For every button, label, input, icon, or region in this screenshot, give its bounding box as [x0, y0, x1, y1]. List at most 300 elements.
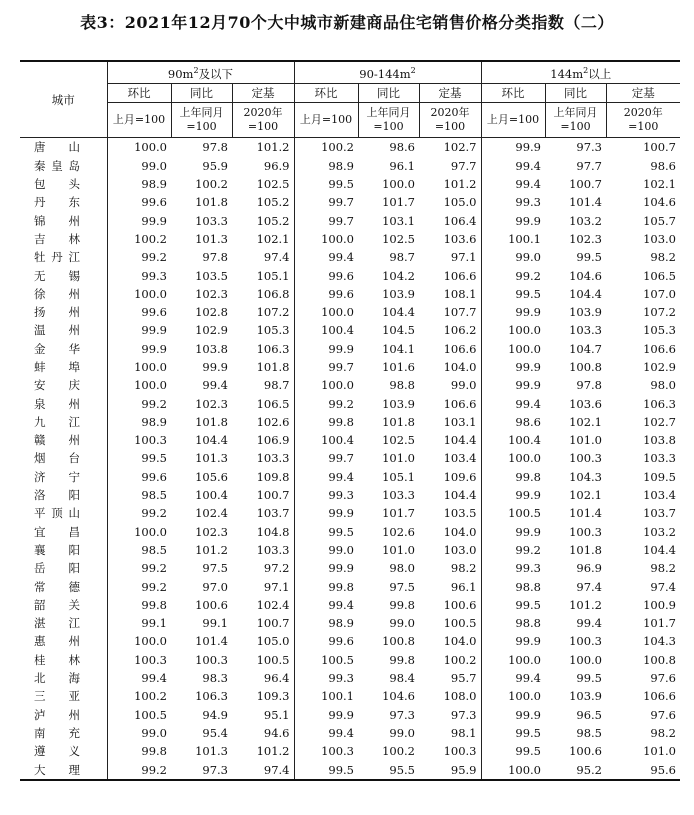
value-cell: 99.0 — [389, 616, 415, 631]
value-cell: 100.7 — [643, 140, 676, 155]
table-row — [20, 212, 680, 230]
value-cell: 107.0 — [643, 286, 676, 301]
value-cell: 99.5 — [576, 671, 602, 686]
city-name: 扬州 — [34, 305, 80, 320]
value-cell: 100.0 — [294, 303, 358, 321]
value-cell: 103.3 — [569, 323, 602, 338]
city-cell — [20, 267, 107, 285]
value-cell: 101.3 — [195, 451, 228, 466]
value-cell: 102.7 — [643, 414, 676, 429]
value-cell: 100.3 — [569, 634, 602, 649]
value-cell: 99.6 — [107, 193, 171, 211]
value-cell: 101.8 — [195, 414, 228, 429]
value-cell: 104.6 — [382, 689, 415, 704]
value-cell: 100.2 — [195, 177, 228, 192]
value-cell: 100.6 — [569, 744, 602, 759]
value-cell: 104.4 — [569, 286, 602, 301]
value-cell: 102.3 — [569, 231, 602, 246]
value-cell: 101.0 — [382, 451, 415, 466]
value-cell: 99.9 — [481, 358, 545, 376]
value-cell: 99.4 — [576, 616, 602, 631]
value-cell: 101.0 — [569, 433, 602, 448]
value-cell: 99.9 — [481, 706, 545, 724]
value-cell: 99.8 — [389, 597, 415, 612]
value-cell: 106.8 — [256, 286, 290, 301]
value-cell: 102.8 — [195, 305, 228, 320]
value-cell: 102.5 — [256, 177, 290, 192]
value-cell: 103.2 — [643, 524, 676, 539]
city-name: 蚌埠 — [34, 359, 80, 374]
city-name: 徐州 — [34, 286, 80, 301]
value-cell: 104.7 — [569, 341, 602, 356]
value-cell: 104.0 — [443, 634, 477, 649]
city-name: 惠州 — [34, 634, 80, 649]
table-row — [20, 504, 680, 522]
city-name: 襄阳 — [34, 542, 80, 557]
city-cell — [20, 193, 107, 211]
value-cell: 100.0 — [481, 761, 545, 780]
value-cell: 102.6 — [382, 524, 415, 539]
value-cell: 100.3 — [569, 524, 602, 539]
value-cell: 100.4 — [294, 321, 358, 339]
city-name: 洛阳 — [34, 488, 80, 503]
value-cell: 101.2 — [569, 597, 602, 612]
table-row — [20, 321, 680, 339]
value-cell: 101.3 — [195, 231, 228, 246]
value-cell: 104.3 — [569, 469, 602, 484]
value-cell: 96.4 — [263, 671, 290, 686]
value-cell: 100.0 — [481, 687, 545, 705]
city-name: 韶关 — [34, 597, 80, 612]
value-cell: 99.1 — [107, 614, 171, 632]
table-row — [20, 395, 680, 413]
city-name: 湛江 — [34, 616, 80, 631]
value-cell: 99.9 — [481, 138, 545, 157]
value-cell: 100.0 — [481, 449, 545, 467]
value-cell: 98.9 — [107, 175, 171, 193]
city-name: 九江 — [34, 414, 80, 429]
value-cell: 100.3 — [107, 651, 171, 669]
value-cell: 98.9 — [294, 157, 358, 175]
value-cell: 95.2 — [545, 761, 606, 780]
table-row — [20, 651, 680, 669]
value-cell: 101.7 — [643, 616, 676, 631]
value-cell: 103.8 — [195, 341, 228, 356]
value-cell: 100.2 — [382, 744, 415, 759]
value-cell: 99.4 — [481, 157, 545, 175]
value-cell: 101.2 — [256, 744, 290, 759]
city-cell — [20, 669, 107, 687]
value-cell: 104.2 — [382, 268, 415, 283]
value-cell: 102.1 — [256, 231, 290, 246]
value-cell: 99.2 — [107, 578, 171, 596]
value-cell: 96.9 — [263, 158, 290, 173]
city-cell — [20, 541, 107, 559]
value-cell: 99.5 — [107, 449, 171, 467]
value-cell: 106.6 — [643, 341, 676, 356]
city-name: 遵义 — [34, 744, 80, 759]
city-cell — [20, 157, 107, 175]
table-row — [20, 431, 680, 449]
value-cell: 106.5 — [643, 268, 676, 283]
value-cell: 100.8 — [643, 652, 676, 667]
city-name: 赣州 — [34, 433, 80, 448]
value-cell: 103.2 — [569, 213, 602, 228]
value-cell: 94.6 — [263, 725, 290, 740]
table-row — [20, 761, 680, 780]
value-cell: 99.9 — [107, 340, 171, 358]
value-cell: 103.1 — [382, 213, 415, 228]
value-cell: 97.3 — [171, 761, 232, 780]
value-cell: 98.1 — [450, 725, 477, 740]
value-cell: 102.4 — [256, 597, 290, 612]
value-cell: 99.0 — [107, 724, 171, 742]
value-cell: 94.9 — [202, 707, 228, 722]
value-cell: 99.8 — [294, 578, 358, 596]
value-cell: 100.3 — [195, 652, 228, 667]
value-cell: 106.4 — [443, 213, 477, 228]
value-cell: 105.6 — [195, 469, 228, 484]
value-cell: 98.2 — [650, 561, 676, 576]
price-index-table — [20, 60, 680, 781]
value-cell: 102.5 — [382, 231, 415, 246]
value-cell: 99.2 — [107, 761, 171, 780]
value-cell: 99.9 — [294, 706, 358, 724]
value-cell: 97.5 — [202, 561, 228, 576]
sub-header-mom: 环比 — [294, 84, 358, 103]
table-row — [20, 724, 680, 742]
value-cell: 101.4 — [195, 634, 228, 649]
value-cell: 108.0 — [443, 689, 477, 704]
city-cell — [20, 376, 107, 394]
city-cell — [20, 321, 107, 339]
table-row — [20, 193, 680, 211]
value-cell: 103.0 — [643, 231, 676, 246]
table-title: 表3：2021年12月70个大中城市新建商品住宅销售价格分类指数（二） — [80, 13, 614, 32]
value-cell: 103.7 — [256, 506, 290, 521]
value-cell: 101.8 — [256, 359, 290, 374]
value-cell: 99.4 — [294, 248, 358, 266]
value-cell: 98.6 — [389, 140, 415, 155]
city-cell — [20, 578, 107, 596]
value-cell: 104.6 — [569, 268, 602, 283]
value-cell: 99.6 — [294, 267, 358, 285]
city-cell — [20, 486, 107, 504]
value-cell: 105.3 — [256, 323, 290, 338]
sub-header-yoy: 同比 — [171, 84, 232, 103]
value-cell: 107.2 — [643, 305, 676, 320]
value-cell: 99.4 — [294, 724, 358, 742]
value-cell: 102.3 — [195, 286, 228, 301]
city-cell — [20, 559, 107, 577]
value-cell: 103.9 — [569, 305, 602, 320]
value-cell: 99.9 — [294, 504, 358, 522]
value-cell: 99.8 — [107, 742, 171, 760]
value-cell: 99.0 — [107, 157, 171, 175]
value-cell: 106.2 — [443, 323, 477, 338]
city-name: 大理 — [34, 762, 80, 777]
city-cell — [20, 724, 107, 742]
value-cell: 100.0 — [107, 376, 171, 394]
value-cell: 100.1 — [481, 230, 545, 248]
value-cell: 105.3 — [643, 323, 676, 338]
value-cell: 103.3 — [256, 542, 290, 557]
value-cell: 103.3 — [382, 488, 415, 503]
city-cell — [20, 340, 107, 358]
value-cell: 97.2 — [263, 561, 290, 576]
table-row — [20, 523, 680, 541]
table-row — [20, 175, 680, 193]
value-cell: 97.4 — [232, 761, 294, 780]
value-cell: 104.4 — [643, 542, 676, 557]
value-cell: 106.6 — [443, 396, 477, 411]
value-cell: 100.8 — [382, 634, 415, 649]
value-cell: 99.9 — [294, 340, 358, 358]
value-cell: 99.2 — [481, 267, 545, 285]
value-cell: 97.6 — [650, 671, 676, 686]
group-header-medium: $90-144m^2$ — [294, 61, 481, 84]
value-cell: 99.4 — [481, 669, 545, 687]
value-cell: 98.5 — [107, 541, 171, 559]
value-cell: 100.7 — [569, 177, 602, 192]
value-cell: 103.5 — [443, 506, 477, 521]
value-cell: 106.6 — [443, 268, 477, 283]
table-row — [20, 303, 680, 321]
value-cell: 102.1 — [569, 488, 602, 503]
city-name: 温州 — [34, 323, 80, 338]
value-cell: 100.0 — [382, 177, 415, 192]
value-cell: 100.0 — [481, 340, 545, 358]
value-cell: 103.0 — [443, 542, 477, 557]
city-name: 宜昌 — [34, 524, 80, 539]
value-cell: 97.1 — [450, 250, 477, 265]
base-header-yoy: 上年同月 =100 — [358, 103, 419, 138]
value-cell: 98.7 — [389, 250, 415, 265]
value-cell: 99.6 — [294, 632, 358, 650]
city-cell — [20, 651, 107, 669]
value-cell: 102.9 — [643, 359, 676, 374]
value-cell: 100.7 — [256, 616, 290, 631]
value-cell: 98.0 — [389, 561, 415, 576]
value-cell: 105.2 — [256, 213, 290, 228]
value-cell: 103.3 — [643, 451, 676, 466]
table-row — [20, 706, 680, 724]
base-header-mom: 上月=100 — [107, 103, 171, 138]
value-cell: 103.4 — [643, 488, 676, 503]
value-cell: 99.2 — [107, 395, 171, 413]
sub-header-mom: 环比 — [107, 84, 171, 103]
value-cell: 100.4 — [481, 431, 545, 449]
value-cell: 99.2 — [107, 559, 171, 577]
value-cell: 99.9 — [481, 303, 545, 321]
value-cell: 97.7 — [576, 158, 602, 173]
value-cell: 102.4 — [195, 506, 228, 521]
city-name: 锦州 — [34, 213, 80, 228]
city-name: 南充 — [34, 725, 80, 740]
value-cell: 99.1 — [202, 616, 228, 631]
value-cell: 101.3 — [195, 744, 228, 759]
value-cell: 104.4 — [443, 488, 477, 503]
table-row — [20, 267, 680, 285]
value-cell: 96.1 — [450, 579, 477, 594]
value-cell: 99.9 — [481, 523, 545, 541]
value-cell: 99.4 — [202, 378, 228, 393]
value-cell: 99.4 — [107, 669, 171, 687]
value-cell: 104.8 — [256, 524, 290, 539]
base-header-yoy: 上年同月 =100 — [171, 103, 232, 138]
value-cell: 100.8 — [569, 359, 602, 374]
value-cell: 97.4 — [263, 250, 290, 265]
value-cell: 100.2 — [107, 687, 171, 705]
value-cell: 107.7 — [443, 305, 477, 320]
value-cell: 100.7 — [256, 488, 290, 503]
value-cell: 97.8 — [202, 250, 228, 265]
value-cell: 103.5 — [195, 268, 228, 283]
city-name: 北海 — [34, 671, 80, 686]
value-cell: 100.6 — [443, 597, 477, 612]
value-cell: 103.6 — [569, 396, 602, 411]
value-cell: 102.6 — [256, 414, 290, 429]
value-cell: 99.9 — [481, 632, 545, 650]
value-cell: 104.5 — [382, 323, 415, 338]
value-cell: 98.5 — [576, 725, 602, 740]
value-cell: 99.0 — [389, 725, 415, 740]
value-cell: 99.2 — [107, 248, 171, 266]
value-cell: 99.9 — [481, 212, 545, 230]
value-cell: 99.7 — [294, 193, 358, 211]
value-cell: 100.3 — [107, 431, 171, 449]
city-cell — [20, 358, 107, 376]
value-cell: 101.8 — [195, 195, 228, 210]
value-cell: 103.9 — [382, 286, 415, 301]
table-row — [20, 413, 680, 431]
table-row — [20, 742, 680, 760]
city-name: 泸州 — [34, 707, 80, 722]
city-cell — [20, 212, 107, 230]
value-cell: 99.5 — [294, 523, 358, 541]
value-cell: 95.1 — [263, 707, 290, 722]
city-cell — [20, 449, 107, 467]
value-cell: 99.5 — [576, 250, 602, 265]
value-cell: 97.8 — [202, 140, 228, 155]
city-cell — [20, 138, 107, 157]
value-cell: 96.9 — [576, 561, 602, 576]
table-row — [20, 449, 680, 467]
value-cell: 99.3 — [481, 559, 545, 577]
table-row — [20, 230, 680, 248]
value-cell: 101.8 — [569, 542, 602, 557]
value-cell: 103.8 — [643, 433, 676, 448]
base-header-yoy: 上年同月 =100 — [545, 103, 606, 138]
value-cell: 99.8 — [294, 413, 358, 431]
value-cell: 106.3 — [195, 689, 228, 704]
value-cell: 99.5 — [481, 596, 545, 614]
base-header-mom: 上月=100 — [294, 103, 358, 138]
value-cell: 97.7 — [450, 158, 477, 173]
group-header-large: $144m^2$以上 — [481, 61, 680, 84]
value-cell: 100.0 — [481, 651, 545, 669]
value-cell: 100.0 — [569, 652, 602, 667]
value-cell: 99.3 — [294, 486, 358, 504]
value-cell: 98.6 — [650, 158, 676, 173]
value-cell: 104.0 — [443, 359, 477, 374]
value-cell: 100.2 — [107, 230, 171, 248]
value-cell: 104.3 — [643, 634, 676, 649]
value-cell: 106.6 — [443, 341, 477, 356]
value-cell: 101.4 — [569, 506, 602, 521]
value-cell: 95.4 — [202, 725, 228, 740]
value-cell: 99.0 — [294, 541, 358, 559]
value-cell: 98.8 — [481, 578, 545, 596]
value-cell: 106.6 — [643, 689, 676, 704]
city-cell — [20, 175, 107, 193]
city-cell — [20, 468, 107, 486]
value-cell: 105.0 — [256, 634, 290, 649]
city-cell — [20, 596, 107, 614]
sub-header-yoy: 同比 — [545, 84, 606, 103]
base-header-base: 2020年 =100 — [419, 103, 481, 138]
value-cell: 103.9 — [569, 689, 602, 704]
value-cell: 98.2 — [650, 250, 676, 265]
value-cell: 99.9 — [107, 212, 171, 230]
value-cell: 105.1 — [382, 469, 415, 484]
city-name: 济宁 — [34, 469, 80, 484]
value-cell: 100.0 — [107, 523, 171, 541]
value-cell: 99.6 — [294, 285, 358, 303]
city-name: 三亚 — [34, 689, 80, 704]
value-cell: 98.2 — [450, 561, 477, 576]
city-cell — [20, 761, 107, 780]
value-cell: 100.4 — [294, 431, 358, 449]
city-cell — [20, 303, 107, 321]
value-cell: 95.9 — [202, 158, 228, 173]
value-cell: 98.6 — [481, 413, 545, 431]
value-cell: 99.5 — [481, 285, 545, 303]
value-cell: 102.1 — [569, 414, 602, 429]
value-cell: 98.9 — [294, 614, 358, 632]
value-cell: 99.5 — [481, 742, 545, 760]
city-column-header: 城市 — [20, 61, 107, 138]
city-name: 平顶山 — [34, 506, 80, 521]
value-cell: 100.3 — [443, 744, 477, 759]
value-cell: 97.5 — [389, 579, 415, 594]
value-cell: 99.9 — [202, 359, 228, 374]
value-cell: 99.5 — [294, 175, 358, 193]
table-row — [20, 486, 680, 504]
value-cell: 99.9 — [481, 486, 545, 504]
value-cell: 101.0 — [382, 542, 415, 557]
table-row — [20, 559, 680, 577]
table-row — [20, 578, 680, 596]
table-row — [20, 340, 680, 358]
value-cell: 101.2 — [195, 542, 228, 557]
value-cell: 104.6 — [643, 195, 676, 210]
city-cell — [20, 523, 107, 541]
city-name: 金华 — [34, 341, 80, 356]
value-cell: 99.0 — [481, 248, 545, 266]
value-cell: 103.9 — [382, 396, 415, 411]
city-name: 无锡 — [34, 268, 80, 283]
value-cell: 100.2 — [294, 138, 358, 157]
city-name: 秦皇岛 — [34, 158, 80, 173]
city-name: 烟台 — [34, 451, 80, 466]
value-cell: 104.1 — [382, 341, 415, 356]
value-cell: 97.3 — [576, 140, 602, 155]
value-cell: 104.4 — [443, 433, 477, 448]
value-cell: 95.7 — [450, 671, 477, 686]
value-cell: 105.1 — [256, 268, 290, 283]
city-cell — [20, 395, 107, 413]
